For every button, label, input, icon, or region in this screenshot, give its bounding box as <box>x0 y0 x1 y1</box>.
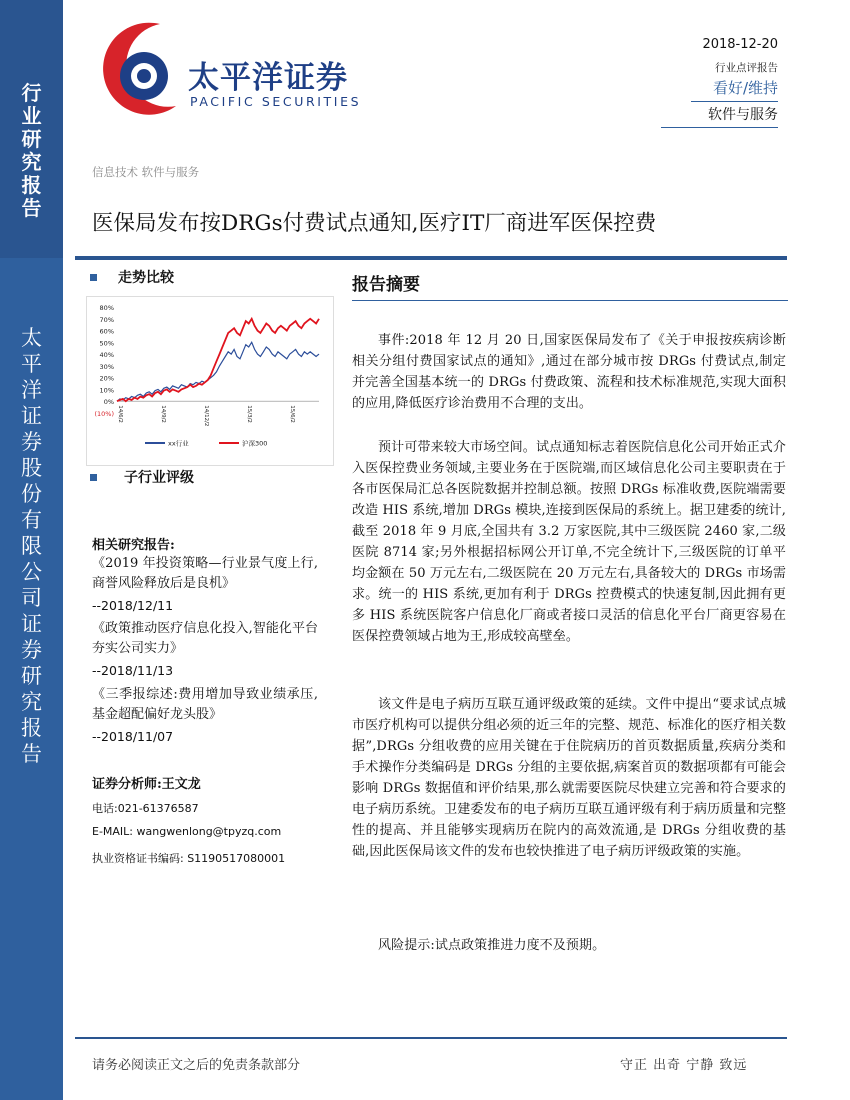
related-reports-heading: 相关研究报告: <box>92 538 175 553</box>
sidebar-char: 公 <box>21 560 42 584</box>
sidebar-char: 究 <box>21 690 42 714</box>
footer-motto: 守正 出奇 宁静 致远 <box>620 1058 748 1073</box>
sidebar-char: 司 <box>21 586 42 610</box>
sidebar-char: 告 <box>21 196 42 220</box>
sidebar-char: 份 <box>21 482 42 506</box>
legend-label: 沪深300 <box>242 439 268 448</box>
y-tick-label: 60% <box>99 327 114 336</box>
sidebar-char: 限 <box>21 534 42 558</box>
sidebar-char: 有 <box>21 508 42 532</box>
footer-disclaimer[interactable]: 请务必阅读正文之后的免责条款部分 <box>92 1058 301 1073</box>
y-tick-label: 30% <box>99 362 114 371</box>
summary-paragraph: 该文件是电子病历互联互通评级政策的延续。文件中提出“要求试点城市医疗机构可以提供分组必须的近三年的完整、规范、标准化的医疗相关数据”,DRGs 分组收费的应用关键在于住院病历的首页数据质量,疾病分类和手术操作分类编码是 DRGs 分组的主要依据,病案首页的数据项都有可能会影响 DRGs 数据值和评价结果,那么就需要医院尽快建立完善和符合要求的电子病历系统。卫建委发布的电子病历互联互通评级有利于病历质量和完整性的提高、并且能够实现病历在院内的高效流通,是 DRGs 分组收费的基础,因此医保局该文件的发布也较快推进了电子病历评级政策的实施。 <box>352 697 786 859</box>
sidebar-char: 报 <box>21 173 42 197</box>
sidebar-char: 究 <box>21 150 42 174</box>
y-tick-label: 40% <box>99 351 114 360</box>
related-report-date: --2018/12/11 <box>92 598 174 613</box>
bullet-square-icon <box>90 474 97 481</box>
sidebar-char: 证 <box>21 612 42 636</box>
sidebar-company-label <box>0 325 63 767</box>
report-type: 行业点评报告 <box>715 62 778 74</box>
sidebar-char: 研 <box>21 127 42 151</box>
sidebar-char: 报 <box>21 716 42 740</box>
summary-paragraph: 事件:2018 年 12 月 20 日,国家医保局发布了《关于申报按疾病诊断相关分组付费国家试点的通知》,通过在部分城市按 DRGs 付费试点,制定并完善全国基本统一的 DRGs 付费政策、流程和技术标准规范,实现大面积的应用,降低医疗诊治费用不合理的支出。 <box>352 333 786 411</box>
page-title: 医保局发布按DRGs付费试点通知,医疗IT厂商进军医保控费 <box>92 211 657 236</box>
bullet-square-icon <box>90 274 97 281</box>
x-tick-label: 14/9/2 <box>160 405 166 423</box>
x-tick-label: 14/12/2 <box>203 405 209 427</box>
series-line <box>117 342 319 401</box>
sector-label: 软件与服务 <box>708 107 778 123</box>
y-tick-label: 0% <box>103 398 114 407</box>
logo-name-en: PACIFIC SECURITIES <box>190 94 362 109</box>
sidebar-char: 研 <box>21 664 42 688</box>
summary-heading: 报告摘要 <box>352 275 420 295</box>
risk-warning: 风险提示:试点政策推进力度不及预期。 <box>378 938 606 953</box>
y-tick-label: (10%) <box>94 410 114 418</box>
logo-emblem-icon <box>88 18 198 118</box>
related-report-title[interactable]: 《三季报综述:费用增加导致业绩承压,基金超配偏好龙头股》 <box>92 687 318 722</box>
legend-label: xx行业 <box>168 439 189 448</box>
sidebar-char: 证 <box>21 404 42 428</box>
trend-heading: 走势比较 <box>118 270 174 286</box>
analyst-email[interactable]: E-MAIL: wangwenlong@tpyzq.com <box>92 825 282 838</box>
industry-rating: 看好/维持 <box>712 79 778 97</box>
analyst-license: 执业资格证书编码: S1190517080001 <box>92 852 286 865</box>
report-date: 2018-12-20 <box>702 37 778 52</box>
analyst-name: 证券分析师:王文龙 <box>92 777 201 792</box>
logo-name-cn: 太平洋证券 <box>188 60 348 96</box>
header-divider <box>661 127 778 128</box>
related-report-date: --2018/11/07 <box>92 729 174 744</box>
related-report-date: --2018/11/13 <box>92 663 174 678</box>
y-tick-label: 80% <box>99 304 114 312</box>
x-tick-label: 15/3/2 <box>246 405 252 423</box>
trend-chart <box>86 296 334 466</box>
sidebar-char: 券 <box>21 430 42 454</box>
sidebar-char: 太 <box>21 326 42 350</box>
trend-chart-svg <box>87 297 333 465</box>
related-report-title[interactable]: 《2019 年投资策略—行业景气度上行,商誉风险释放后是良机》 <box>92 556 318 591</box>
x-tick-label: 15/6/2 <box>289 405 295 423</box>
sidebar-char: 洋 <box>21 378 42 402</box>
sidebar-char: 行 <box>21 81 42 105</box>
analyst-phone: 电话:021-61376587 <box>92 802 199 815</box>
y-tick-label: 50% <box>99 339 114 348</box>
sidebar-char: 平 <box>21 352 42 376</box>
series-line <box>117 319 319 401</box>
breadcrumb: 信息技术 软件与服务 <box>92 165 200 179</box>
sidebar-char: 告 <box>21 742 42 766</box>
y-tick-label: 70% <box>99 315 114 324</box>
summary-paragraph: 预计可带来较大市场空间。试点通知标志着医院信息化公司开始正式介入医保控费业务领域,主要业务在于医院端,而区域信息化公司主要职责在于各市医保局汇总各医院数据并控制总额。按照 DRGs 标准收费,医院端需要改造 HIS 系统,增加 DRGs 模块,连接到医保局的系统上。据卫建委的统计,截至 2018 年 9 月底,全国共有 3.2 万家医院,其中三级医院 2460 家,二级医院 8714 家;另外根据招标网公开订单,不完全统计下,三级医院的订单平均金额在 50 万元左右,二级医院在 20 万元左右,具备较大的 DRGs 市场需求。统一的 HIS 系统,更加有利于 DRGs 控费模式的快速复制,因此拥有更多 HIS 系统医院客户信息化厂商或者接口灵活的信息化平台厂商更容易在医保控费领域占地为王,形成较高壁垒。 <box>352 440 786 644</box>
sidebar-char: 股 <box>21 456 42 480</box>
summary-rule <box>352 300 788 301</box>
title-rule <box>75 256 787 260</box>
sidebar-char: 业 <box>21 104 42 128</box>
y-tick-label: 20% <box>99 374 114 383</box>
y-tick-label: 10% <box>99 386 114 395</box>
footer-rule <box>75 1037 787 1039</box>
sidebar-report-label <box>0 82 63 220</box>
x-tick-label: 14/6/2 <box>117 405 123 423</box>
header-divider <box>691 101 778 102</box>
subindustry-rating-heading: 子行业评级 <box>124 470 194 486</box>
related-report-title[interactable]: 《政策推动医疗信息化投入,智能化平台夯实公司实力》 <box>92 621 318 656</box>
sidebar-char: 券 <box>21 638 42 662</box>
